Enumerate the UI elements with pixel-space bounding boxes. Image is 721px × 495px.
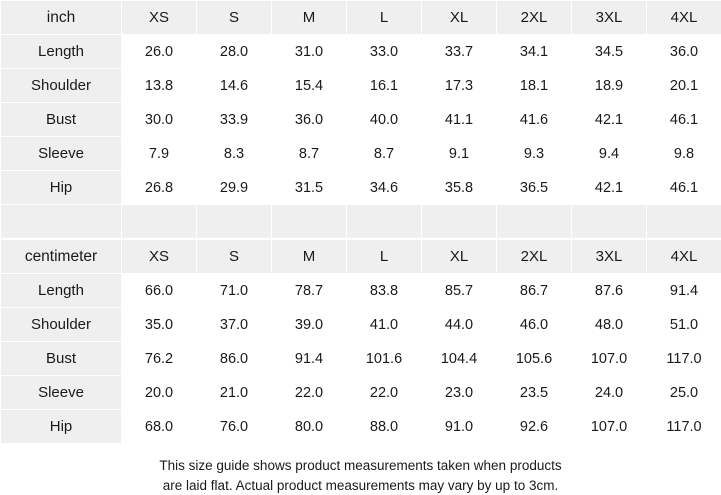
row-label-bust: Bust [1, 103, 122, 137]
table-row [1, 410, 721, 444]
cell-value: 33.0 [347, 35, 422, 69]
table-spacer-row [1, 205, 721, 239]
cell-value: 36.0 [647, 35, 721, 69]
cell-value: 36.0 [272, 103, 347, 137]
cell-value: 37.0 [197, 308, 272, 342]
cell-value: 31.0 [272, 35, 347, 69]
cell-value: 31.5 [272, 171, 347, 205]
column-header-xl: XL [422, 1, 497, 35]
column-header-4xl: 4XL [647, 1, 721, 35]
cell-value: 34.1 [497, 35, 572, 69]
row-label-length: Length [1, 35, 122, 69]
unit-label-centimeter: centimeter [1, 240, 122, 274]
cell-value: 33.9 [197, 103, 272, 137]
cell-value: 20.1 [647, 69, 721, 103]
note-line-2: are laid flat. Actual product measurements may vary by up to 3cm. [40, 476, 681, 495]
table-row [1, 171, 721, 205]
cell-value: 83.8 [347, 274, 422, 308]
column-header-s: S [197, 240, 272, 274]
cell-value: 104.4 [422, 342, 497, 376]
column-header-2xl: 2XL [497, 240, 572, 274]
cell-value: 23.0 [422, 376, 497, 410]
spacer-cell [347, 205, 422, 239]
column-header-l: L [347, 240, 422, 274]
column-header-xs: XS [122, 1, 197, 35]
cell-value: 44.0 [422, 308, 497, 342]
row-label-hip: Hip [1, 171, 122, 205]
cell-value: 78.7 [272, 274, 347, 308]
cell-value: 88.0 [347, 410, 422, 444]
column-header-2xl: 2XL [497, 1, 572, 35]
cell-value: 34.5 [572, 35, 647, 69]
unit-label-inch: inch [1, 1, 122, 35]
cell-value: 91.4 [272, 342, 347, 376]
row-label-sleeve: Sleeve [1, 376, 122, 410]
size-table-inch [0, 0, 721, 239]
cell-value: 15.4 [272, 69, 347, 103]
table-row [1, 274, 721, 308]
cell-value: 66.0 [122, 274, 197, 308]
column-header-xl: XL [422, 240, 497, 274]
table-row [1, 308, 721, 342]
column-header-3xl: 3XL [572, 1, 647, 35]
spacer-cell [272, 205, 347, 239]
table-header-row [1, 240, 721, 274]
cell-value: 18.1 [497, 69, 572, 103]
cell-value: 14.6 [197, 69, 272, 103]
row-label-length: Length [1, 274, 122, 308]
cell-value: 46.1 [647, 171, 721, 205]
cell-value: 26.0 [122, 35, 197, 69]
cell-value: 20.0 [122, 376, 197, 410]
cell-value: 25.0 [647, 376, 721, 410]
cell-value: 117.0 [647, 410, 721, 444]
cell-value: 28.0 [197, 35, 272, 69]
cell-value: 76.0 [197, 410, 272, 444]
cell-value: 91.4 [647, 274, 721, 308]
cell-value: 41.1 [422, 103, 497, 137]
column-header-s: S [197, 1, 272, 35]
cell-value: 41.6 [497, 103, 572, 137]
cell-value: 7.9 [122, 137, 197, 171]
cell-value: 9.3 [497, 137, 572, 171]
cell-value: 13.8 [122, 69, 197, 103]
cell-value: 51.0 [647, 308, 721, 342]
note-line-1: This size guide shows product measurements taken when products [40, 456, 681, 476]
size-guide-note [0, 456, 721, 495]
cell-value: 42.1 [572, 171, 647, 205]
cell-value: 34.6 [347, 171, 422, 205]
spacer-cell [122, 205, 197, 239]
table-header-row [1, 1, 721, 35]
cell-value: 9.1 [422, 137, 497, 171]
cell-value: 35.8 [422, 171, 497, 205]
cell-value: 8.3 [197, 137, 272, 171]
table-row [1, 137, 721, 171]
cell-value: 42.1 [572, 103, 647, 137]
column-header-4xl: 4XL [647, 240, 721, 274]
cell-value: 8.7 [347, 137, 422, 171]
cell-value: 24.0 [572, 376, 647, 410]
cell-value: 8.7 [272, 137, 347, 171]
cell-value: 86.0 [197, 342, 272, 376]
cell-value: 107.0 [572, 410, 647, 444]
cell-value: 107.0 [572, 342, 647, 376]
cell-value: 71.0 [197, 274, 272, 308]
cell-value: 21.0 [197, 376, 272, 410]
cell-value: 36.5 [497, 171, 572, 205]
spacer-cell [1, 205, 122, 239]
cell-value: 22.0 [347, 376, 422, 410]
column-header-m: M [272, 240, 347, 274]
cell-value: 92.6 [497, 410, 572, 444]
cell-value: 117.0 [647, 342, 721, 376]
cell-value: 16.1 [347, 69, 422, 103]
cell-value: 101.6 [347, 342, 422, 376]
row-label-hip: Hip [1, 410, 122, 444]
row-label-bust: Bust [1, 342, 122, 376]
row-label-shoulder: Shoulder [1, 69, 122, 103]
cell-value: 105.6 [497, 342, 572, 376]
cell-value: 46.1 [647, 103, 721, 137]
cell-value: 29.9 [197, 171, 272, 205]
column-header-m: M [272, 1, 347, 35]
cell-value: 39.0 [272, 308, 347, 342]
table-row [1, 69, 721, 103]
spacer-cell [647, 205, 721, 239]
cell-value: 17.3 [422, 69, 497, 103]
cell-value: 80.0 [272, 410, 347, 444]
table-row [1, 35, 721, 69]
cell-value: 46.0 [497, 308, 572, 342]
table-row [1, 342, 721, 376]
column-header-3xl: 3XL [572, 240, 647, 274]
row-label-shoulder: Shoulder [1, 308, 122, 342]
spacer-cell [572, 205, 647, 239]
spacer-cell [497, 205, 572, 239]
cell-value: 68.0 [122, 410, 197, 444]
cell-value: 22.0 [272, 376, 347, 410]
size-table-centimeter [0, 239, 721, 444]
table-row [1, 103, 721, 137]
cell-value: 26.8 [122, 171, 197, 205]
cell-value: 41.0 [347, 308, 422, 342]
column-header-xs: XS [122, 240, 197, 274]
cell-value: 30.0 [122, 103, 197, 137]
cell-value: 48.0 [572, 308, 647, 342]
cell-value: 9.8 [647, 137, 721, 171]
spacer-cell [197, 205, 272, 239]
column-header-l: L [347, 1, 422, 35]
spacer-cell [422, 205, 497, 239]
cell-value: 33.7 [422, 35, 497, 69]
table-row [1, 376, 721, 410]
row-label-sleeve: Sleeve [1, 137, 122, 171]
cell-value: 85.7 [422, 274, 497, 308]
cell-value: 35.0 [122, 308, 197, 342]
cell-value: 23.5 [497, 376, 572, 410]
cell-value: 87.6 [572, 274, 647, 308]
cell-value: 9.4 [572, 137, 647, 171]
cell-value: 18.9 [572, 69, 647, 103]
cell-value: 76.2 [122, 342, 197, 376]
cell-value: 40.0 [347, 103, 422, 137]
cell-value: 91.0 [422, 410, 497, 444]
cell-value: 86.7 [497, 274, 572, 308]
